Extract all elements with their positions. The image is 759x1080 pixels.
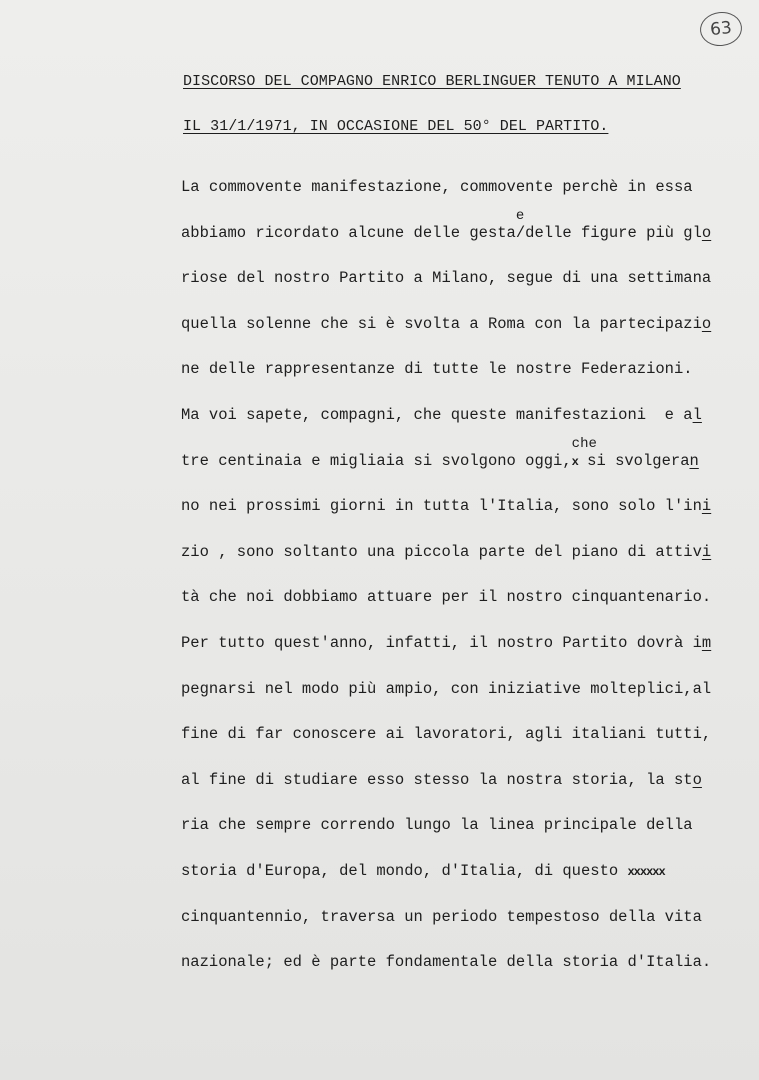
line-text: al fine di studiare esso stesso la nostra storia, la st <box>181 770 693 789</box>
insertion-text: che <box>571 435 597 452</box>
title-line-2: IL 31/1/1971, IN OCCASIONE DEL 50° DEL PARTITO. <box>183 118 609 135</box>
line-text: pegnarsi nel modo più ampio, con iniziative molteplici,al <box>181 679 712 698</box>
line-text: tre centinaia e migliaia si svolgono oggi, <box>181 451 572 470</box>
text-line <box>181 269 721 315</box>
line-text: fine di far conoscere ai lavoratori, agli italiani tutti, <box>181 725 712 744</box>
line-text: si svolgera <box>577 451 690 470</box>
line-text: ria che sempre correndo lungo la linea principale della <box>181 816 693 835</box>
hyphen-underline: n <box>689 451 699 470</box>
line-text: storia d'Europa, del mondo, d'Italia, di questo <box>181 861 628 880</box>
line-text: La commovente manifestazione, commovente perchè in essa <box>181 178 693 196</box>
struck-out-text: x <box>571 454 578 469</box>
line-text: ne delle rappresentanze di tutte le nostre Federazioni. <box>181 360 693 379</box>
line-text: tà che noi dobbiamo attuare per il nostro cinquantenario. <box>181 588 712 607</box>
title-line-1: DISCORSO DEL COMPAGNO ENRICO BERLINGUER TENUTO A MILANO <box>183 73 681 90</box>
speech-body <box>181 178 721 999</box>
text-line <box>181 725 721 771</box>
hyphen-underline: o <box>701 223 712 242</box>
hyphen-underline: m <box>701 633 712 652</box>
text-line <box>181 588 721 634</box>
text-line <box>181 543 721 589</box>
line-text: riose del nostro Partito a Milano, segue di una settimana <box>181 269 712 288</box>
text-line <box>181 816 721 862</box>
text-line <box>181 908 721 954</box>
text-line <box>181 862 721 908</box>
line-text: zio , sono soltanto una piccola parte del piano di attiv <box>181 542 702 561</box>
text-line <box>181 360 721 406</box>
line-text: Per tutto quest'anno, infatti, il nostro Partito dovrà i <box>181 633 702 652</box>
insertion-text: e <box>515 207 525 224</box>
hyphen-underline: o <box>692 770 702 789</box>
line-text: /delle figure più gl <box>515 223 702 242</box>
text-line <box>181 497 721 543</box>
line-text: nazionale; ed è parte fondamentale della storia d'Italia. <box>181 953 712 972</box>
handwritten-insertion <box>571 435 597 470</box>
text-line <box>181 953 721 999</box>
page-number-stamp: 63 <box>698 10 743 48</box>
line-text: no nei prossimi giorni in tutta l'Italia, sono solo l'in <box>181 497 702 516</box>
line-text: quella solenne che si è svolta a Roma con la partecipazi <box>181 314 702 333</box>
hyphen-underline: i <box>701 497 712 516</box>
line-text: cinquantennio, traversa un periodo tempestoso della vita <box>181 907 702 926</box>
hyphen-underline: l <box>692 405 702 424</box>
text-line <box>181 178 721 224</box>
text-line <box>181 406 721 452</box>
hyphen-underline: i <box>701 542 712 561</box>
line-text: abbiamo ricordato alcune delle gesta <box>181 223 516 242</box>
hyphen-underline: o <box>701 314 712 333</box>
text-line <box>181 634 721 680</box>
text-line <box>181 207 721 270</box>
text-line <box>181 315 721 361</box>
text-line <box>181 771 721 817</box>
struck-out-text: xxxxxx <box>627 864 665 879</box>
text-line <box>181 680 721 726</box>
text-line <box>181 435 721 498</box>
line-text: Ma voi sapete, compagni, che queste manifestazioni e a <box>181 405 693 424</box>
